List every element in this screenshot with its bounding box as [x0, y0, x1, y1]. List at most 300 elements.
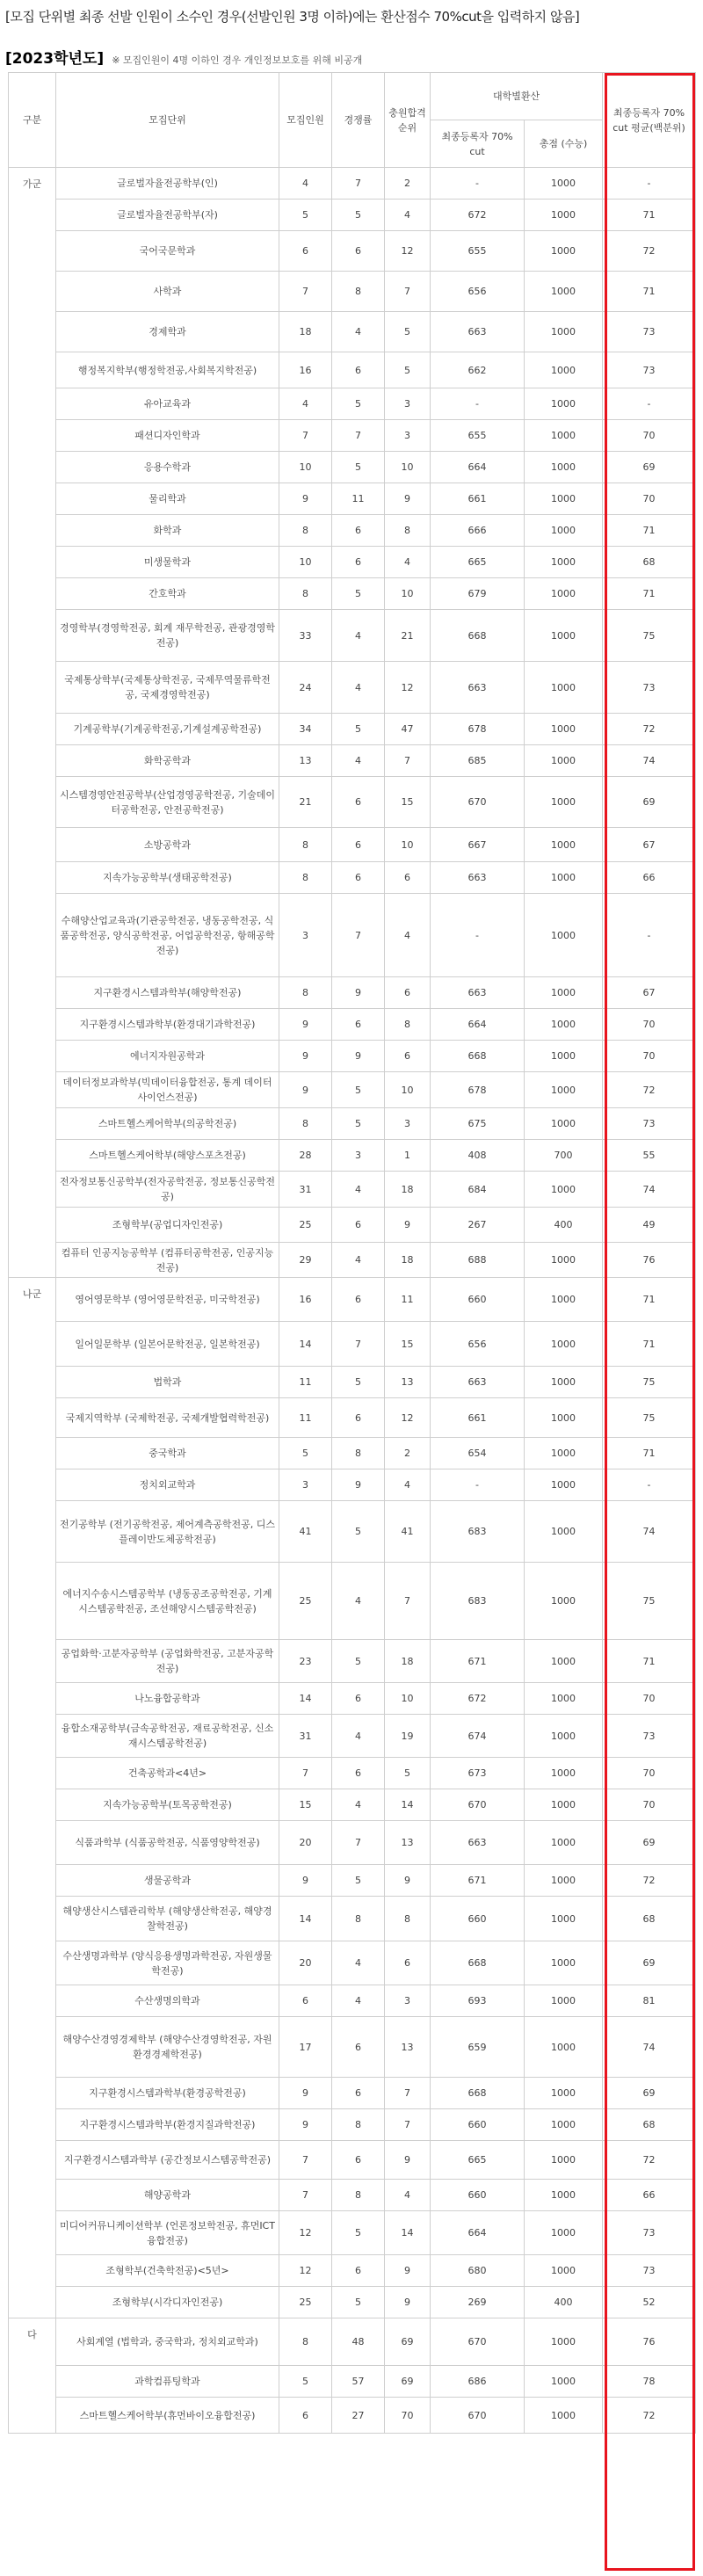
cell-quota: 9	[279, 1865, 332, 1897]
cell-percentile: 73	[603, 352, 696, 388]
cell-competition: 8	[332, 2109, 385, 2141]
cell-quota: 31	[279, 1172, 332, 1208]
cell-quota: 12	[279, 2211, 332, 2255]
cell-total: 1000	[525, 714, 603, 745]
cell-quota: 7	[279, 272, 332, 312]
cell-rank: 9	[385, 1208, 431, 1243]
table-row	[9, 862, 696, 894]
cell-quota: 14	[279, 1683, 332, 1715]
cell-competition: 8	[332, 1438, 385, 1469]
cell-total: 1000	[525, 1243, 603, 1278]
table-row	[9, 1367, 696, 1398]
cell-competition: 5	[332, 714, 385, 745]
cell-cut: 678	[431, 714, 525, 745]
cell-quota: 12	[279, 2255, 332, 2287]
header-percentile: 최종등록자 70% cut 평균(백분위)	[603, 73, 696, 168]
cell-competition: 57	[332, 2366, 385, 2398]
cell-total: 1000	[525, 1398, 603, 1438]
cell-competition: 5	[332, 2287, 385, 2318]
table-row	[9, 977, 696, 1009]
cell-competition: 4	[332, 1243, 385, 1278]
cell-percentile: 75	[603, 1563, 696, 1640]
cell-competition: 6	[332, 1208, 385, 1243]
table-row	[9, 1108, 696, 1140]
cell-quota: 7	[279, 2180, 332, 2211]
group-label: 다	[9, 2318, 56, 2434]
cell-total: 1000	[525, 2017, 603, 2078]
cell-cut: 679	[431, 578, 525, 610]
cell-total: 1000	[525, 312, 603, 352]
cell-cut: 670	[431, 2318, 525, 2366]
cell-percentile: 70	[603, 420, 696, 452]
cell-rank: 7	[385, 2078, 431, 2109]
cell-cut: 693	[431, 1985, 525, 2017]
cell-total: 1000	[525, 1789, 603, 1821]
cell-quota: 5	[279, 2366, 332, 2398]
cell-unit: 해양공학과	[56, 2180, 279, 2211]
cell-quota: 8	[279, 2318, 332, 2366]
cell-unit: 수산생명의학과	[56, 1985, 279, 2017]
table-row	[9, 1243, 696, 1278]
cell-competition: 5	[332, 1072, 385, 1108]
cell-rank: 5	[385, 1758, 431, 1789]
cell-percentile: 72	[603, 231, 696, 272]
cell-rank: 13	[385, 1821, 431, 1865]
cell-competition: 6	[332, 515, 385, 547]
cell-unit: 국제통상학부(국제통상학전공, 국제무역물류학전공, 국제경영학전공)	[56, 662, 279, 714]
cell-rank: 18	[385, 1243, 431, 1278]
cell-unit: 조형학부(시각디자인전공)	[56, 2287, 279, 2318]
cell-percentile: 67	[603, 828, 696, 862]
header-total: 총점 (수능)	[525, 120, 603, 168]
cell-percentile: 68	[603, 547, 696, 578]
table-row	[9, 272, 696, 312]
cell-total: 1000	[525, 231, 603, 272]
cell-percentile: 70	[603, 483, 696, 515]
cell-total: 1000	[525, 1683, 603, 1715]
cell-total: 1000	[525, 1072, 603, 1108]
cell-rank: 9	[385, 2255, 431, 2287]
cell-unit: 전자정보통신공학부(전자공학전공, 정보통신공학전공)	[56, 1172, 279, 1208]
cell-percentile: 72	[603, 714, 696, 745]
table-row	[9, 200, 696, 231]
table-row	[9, 231, 696, 272]
cell-competition: 6	[332, 352, 385, 388]
cell-percentile: -	[603, 894, 696, 977]
cell-rank: 9	[385, 483, 431, 515]
table-body	[9, 168, 696, 2434]
cell-rank: 7	[385, 2109, 431, 2141]
header-quota: 모집인원	[279, 73, 332, 168]
cell-quota: 6	[279, 231, 332, 272]
cell-competition: 4	[332, 610, 385, 662]
cell-total: 1000	[525, 1897, 603, 1941]
cell-rank: 21	[385, 610, 431, 662]
cell-percentile: 71	[603, 200, 696, 231]
cell-unit: 사학과	[56, 272, 279, 312]
cell-rank: 2	[385, 1438, 431, 1469]
cell-quota: 34	[279, 714, 332, 745]
header-rank: 충원합격순위	[385, 73, 431, 168]
cell-percentile: 73	[603, 662, 696, 714]
cell-unit: 수해양산업교육과(기관공학전공, 냉동공학전공, 식품공학전공, 양식공학전공, 어업공학전공, 항해공학전공)	[56, 894, 279, 977]
table-row	[9, 1789, 696, 1821]
cell-unit: 중국학과	[56, 1438, 279, 1469]
cell-percentile: 68	[603, 1897, 696, 1941]
cell-competition: 48	[332, 2318, 385, 2366]
cell-percentile: 69	[603, 452, 696, 483]
cell-quota: 14	[279, 1897, 332, 1941]
cell-percentile: 70	[603, 1041, 696, 1072]
table-row	[9, 452, 696, 483]
cell-rank: 6	[385, 977, 431, 1009]
cell-unit: 해양생산시스템관리학부 (해양생산학전공, 해양경찰학전공)	[56, 1897, 279, 1941]
cell-competition: 6	[332, 862, 385, 894]
cell-competition: 6	[332, 1278, 385, 1322]
cell-competition: 7	[332, 894, 385, 977]
cell-quota: 25	[279, 1208, 332, 1243]
cell-cut: 683	[431, 1563, 525, 1640]
cell-percentile: 69	[603, 1821, 696, 1865]
cell-rank: 11	[385, 1278, 431, 1322]
cell-quota: 4	[279, 168, 332, 200]
cell-total: 1000	[525, 578, 603, 610]
cell-unit: 공업화학·고분자공학부 (공업화학전공, 고분자공학전공)	[56, 1640, 279, 1683]
year-heading-row	[5, 48, 362, 69]
table-header	[9, 73, 696, 168]
cell-unit: 국제지역학부 (국제학전공, 국제개발협력학전공)	[56, 1398, 279, 1438]
cell-cut: 664	[431, 1009, 525, 1041]
cell-cut: 668	[431, 1941, 525, 1985]
cell-percentile: 71	[603, 1438, 696, 1469]
cell-rank: 3	[385, 1985, 431, 2017]
cell-cut: 672	[431, 1683, 525, 1715]
cell-competition: 5	[332, 200, 385, 231]
cell-competition: 8	[332, 1897, 385, 1941]
table-row	[9, 1758, 696, 1789]
table-row	[9, 578, 696, 610]
cell-cut: 667	[431, 828, 525, 862]
table-row	[9, 714, 696, 745]
cell-percentile: -	[603, 168, 696, 200]
cell-unit: 지구환경시스템과학부 (공간정보시스템공학전공)	[56, 2141, 279, 2180]
cell-percentile: 75	[603, 610, 696, 662]
cell-quota: 9	[279, 1072, 332, 1108]
cell-rank: 18	[385, 1172, 431, 1208]
table-row	[9, 745, 696, 777]
cell-cut: 665	[431, 547, 525, 578]
table-row	[9, 828, 696, 862]
cell-unit: 식품과학부 (식품공학전공, 식품영양학전공)	[56, 1821, 279, 1865]
cell-unit: 사회계열 (법학과, 중국학과, 정치외교학과)	[56, 2318, 279, 2366]
cell-unit: 지속가능공학부(토목공학전공)	[56, 1789, 279, 1821]
table-row	[9, 2287, 696, 2318]
cell-rank: 3	[385, 388, 431, 420]
cell-cut: 269	[431, 2287, 525, 2318]
cell-percentile: -	[603, 1469, 696, 1501]
cell-rank: 5	[385, 312, 431, 352]
cell-competition: 5	[332, 1865, 385, 1897]
cell-cut: 267	[431, 1208, 525, 1243]
cell-total: 1000	[525, 1367, 603, 1398]
table-row	[9, 662, 696, 714]
cell-cut: 675	[431, 1108, 525, 1140]
cell-competition: 5	[332, 1108, 385, 1140]
table-row	[9, 1985, 696, 2017]
cell-total: 1000	[525, 1563, 603, 1640]
cell-total: 1000	[525, 1865, 603, 1897]
cell-competition: 9	[332, 1041, 385, 1072]
cell-competition: 7	[332, 168, 385, 200]
cell-cut: 663	[431, 1821, 525, 1865]
cell-total: 1000	[525, 1009, 603, 1041]
cell-total: 1000	[525, 2211, 603, 2255]
cell-cut: 663	[431, 862, 525, 894]
cell-percentile: 78	[603, 2366, 696, 2398]
cell-rank: 9	[385, 2287, 431, 2318]
table-row	[9, 610, 696, 662]
cell-unit: 물리학과	[56, 483, 279, 515]
cell-total: 1000	[525, 2109, 603, 2141]
cell-total: 1000	[525, 1941, 603, 1985]
cell-quota: 8	[279, 515, 332, 547]
cell-rank: 10	[385, 1683, 431, 1715]
cell-rank: 4	[385, 2180, 431, 2211]
cell-unit: 수산생명과학부 (양식응용생명과학전공, 자원생물학전공)	[56, 1941, 279, 1985]
cell-competition: 4	[332, 312, 385, 352]
cell-competition: 4	[332, 745, 385, 777]
cell-unit: 스마트헬스케어학부(해양스포츠전공)	[56, 1140, 279, 1172]
cell-cut: 655	[431, 420, 525, 452]
header-unit: 모집단위	[56, 73, 279, 168]
table-row	[9, 352, 696, 388]
cell-unit: 소방공학과	[56, 828, 279, 862]
cell-total: 400	[525, 2287, 603, 2318]
cell-percentile: 72	[603, 1072, 696, 1108]
cell-rank: 7	[385, 745, 431, 777]
table-row	[9, 1398, 696, 1438]
cell-competition: 5	[332, 578, 385, 610]
cell-rank: 69	[385, 2318, 431, 2366]
cell-unit: 경제학과	[56, 312, 279, 352]
cell-rank: 7	[385, 272, 431, 312]
cell-unit: 지구환경시스템과학부(환경대기과학전공)	[56, 1009, 279, 1041]
cell-competition: 9	[332, 977, 385, 1009]
cell-quota: 6	[279, 1985, 332, 2017]
cell-cut: 666	[431, 515, 525, 547]
cell-cut: 678	[431, 1072, 525, 1108]
cell-rank: 6	[385, 862, 431, 894]
table-row	[9, 2017, 696, 2078]
cell-rank: 10	[385, 452, 431, 483]
cell-percentile: 55	[603, 1140, 696, 1172]
cell-competition: 6	[332, 1398, 385, 1438]
cell-quota: 20	[279, 1821, 332, 1865]
table-row	[9, 1715, 696, 1758]
cell-rank: 14	[385, 1789, 431, 1821]
cell-percentile: 71	[603, 515, 696, 547]
cell-competition: 5	[332, 452, 385, 483]
cell-rank: 4	[385, 200, 431, 231]
cell-competition: 27	[332, 2398, 385, 2434]
cell-quota: 10	[279, 547, 332, 578]
cell-unit: 지속가능공학부(생태공학전공)	[56, 862, 279, 894]
table-row	[9, 1041, 696, 1072]
cell-quota: 13	[279, 745, 332, 777]
cell-percentile: 69	[603, 777, 696, 828]
cell-quota: 23	[279, 1640, 332, 1683]
cell-cut: 656	[431, 272, 525, 312]
cell-percentile: 71	[603, 1278, 696, 1322]
cell-percentile: 66	[603, 2180, 696, 2211]
cell-percentile: 70	[603, 1683, 696, 1715]
cell-competition: 6	[332, 547, 385, 578]
cell-total: 1000	[525, 777, 603, 828]
cell-quota: 8	[279, 578, 332, 610]
cell-cut: 663	[431, 977, 525, 1009]
cell-total: 1000	[525, 2141, 603, 2180]
cell-unit: 건축공학과<4년>	[56, 1758, 279, 1789]
cell-cut: 674	[431, 1715, 525, 1758]
privacy-note: ※ 모집인원이 4명 이하인 경우 개인정보보호를 위해 비공개	[112, 54, 363, 66]
cell-cut: 661	[431, 1398, 525, 1438]
cell-cut: 659	[431, 2017, 525, 2078]
cell-percentile: 73	[603, 2211, 696, 2255]
cell-competition: 6	[332, 2141, 385, 2180]
year-title: [2023학년도]	[5, 50, 105, 68]
cell-percentile: 71	[603, 578, 696, 610]
cell-competition: 6	[332, 2078, 385, 2109]
cell-percentile: 73	[603, 1108, 696, 1140]
cell-rank: 14	[385, 2211, 431, 2255]
cell-competition: 7	[332, 420, 385, 452]
table-row	[9, 168, 696, 200]
cell-percentile: 70	[603, 1789, 696, 1821]
cell-quota: 8	[279, 862, 332, 894]
cell-percentile: 81	[603, 1985, 696, 2017]
table-row	[9, 1821, 696, 1865]
cell-cut: 683	[431, 1501, 525, 1563]
cell-rank: 7	[385, 1563, 431, 1640]
table-row	[9, 1683, 696, 1715]
cell-total: 1000	[525, 745, 603, 777]
cell-quota: 8	[279, 977, 332, 1009]
cell-rank: 3	[385, 1108, 431, 1140]
cell-cut: 668	[431, 610, 525, 662]
cell-total: 1000	[525, 2255, 603, 2287]
cell-rank: 10	[385, 578, 431, 610]
cell-quota: 25	[279, 1563, 332, 1640]
cell-competition: 7	[332, 1322, 385, 1367]
cell-rank: 12	[385, 231, 431, 272]
cell-rank: 8	[385, 1009, 431, 1041]
cell-competition: 4	[332, 1941, 385, 1985]
cell-competition: 6	[332, 2255, 385, 2287]
cell-rank: 9	[385, 1865, 431, 1897]
cell-percentile: 71	[603, 1322, 696, 1367]
table-row	[9, 1172, 696, 1208]
cell-cut: 663	[431, 312, 525, 352]
cell-cut: 688	[431, 1243, 525, 1278]
cell-percentile: 76	[603, 2318, 696, 2366]
cell-rank: 1	[385, 1140, 431, 1172]
cell-percentile: 74	[603, 1501, 696, 1563]
table-row	[9, 1140, 696, 1172]
cell-cut: 668	[431, 2078, 525, 2109]
cell-total: 1000	[525, 200, 603, 231]
cell-rank: 3	[385, 420, 431, 452]
cell-rank: 5	[385, 352, 431, 388]
cell-competition: 4	[332, 1715, 385, 1758]
cell-unit: 과학컴퓨팅학과	[56, 2366, 279, 2398]
cell-percentile: 69	[603, 1941, 696, 1985]
table-row	[9, 1208, 696, 1243]
cell-competition: 5	[332, 1367, 385, 1398]
cell-unit: 컴퓨터 인공지능공학부 (컴퓨터공학전공, 인공지능전공)	[56, 1243, 279, 1278]
cell-total: 1000	[525, 862, 603, 894]
cell-competition: 5	[332, 2211, 385, 2255]
cell-unit: 글로벌자율전공학부(자)	[56, 200, 279, 231]
cell-quota: 9	[279, 483, 332, 515]
cell-percentile: -	[603, 388, 696, 420]
cell-competition: 9	[332, 1469, 385, 1501]
cell-cut: 654	[431, 1438, 525, 1469]
table-row	[9, 1640, 696, 1683]
cell-percentile: 71	[603, 272, 696, 312]
cell-total: 1000	[525, 2398, 603, 2434]
cell-total: 1000	[525, 1041, 603, 1072]
cell-percentile: 75	[603, 1367, 696, 1398]
cell-unit: 영어영문학부 (영어영문학전공, 미국학전공)	[56, 1278, 279, 1322]
cell-quota: 24	[279, 662, 332, 714]
cell-quota: 11	[279, 1367, 332, 1398]
cell-unit: 글로벌자율전공학부(인)	[56, 168, 279, 200]
page-caption: [모집 단위별 최종 선발 인원이 소수인 경우(선발인원 3명 이하)에는 환산점수 70%cut을 입력하지 않음]	[5, 9, 580, 25]
cell-quota: 21	[279, 777, 332, 828]
cell-quota: 29	[279, 1243, 332, 1278]
cell-unit: 미디어커뮤니케이션학부 (언론정보학전공, 휴먼ICT융합전공)	[56, 2211, 279, 2255]
cell-quota: 33	[279, 610, 332, 662]
cell-cut: -	[431, 894, 525, 977]
cell-rank: 6	[385, 1941, 431, 1985]
cell-percentile: 49	[603, 1208, 696, 1243]
cell-percentile: 68	[603, 2109, 696, 2141]
cell-quota: 4	[279, 388, 332, 420]
cell-quota: 17	[279, 2017, 332, 2078]
cell-cut: 672	[431, 200, 525, 231]
cell-total: 1000	[525, 2318, 603, 2366]
cell-unit: 일어일문학부 (일본어문학전공, 일본학전공)	[56, 1322, 279, 1367]
cell-total: 1000	[525, 1172, 603, 1208]
cell-percentile: 73	[603, 312, 696, 352]
cell-percentile: 76	[603, 1243, 696, 1278]
cell-unit: 유아교육과	[56, 388, 279, 420]
cell-percentile: 74	[603, 1172, 696, 1208]
cell-unit: 기계공학부(기계공학전공,기계설계공학전공)	[56, 714, 279, 745]
cell-rank: 2	[385, 168, 431, 200]
cell-total: 1000	[525, 1322, 603, 1367]
cell-competition: 6	[332, 2017, 385, 2078]
cell-competition: 6	[332, 1009, 385, 1041]
cell-cut: 685	[431, 745, 525, 777]
table-row	[9, 420, 696, 452]
cell-unit: 경영학부(경영학전공, 회계 재무학전공, 관광경영학전공)	[56, 610, 279, 662]
cell-cut: 661	[431, 483, 525, 515]
cell-percentile: 66	[603, 862, 696, 894]
cell-cut: 671	[431, 1640, 525, 1683]
cell-quota: 6	[279, 2398, 332, 2434]
cell-percentile: 67	[603, 977, 696, 1009]
